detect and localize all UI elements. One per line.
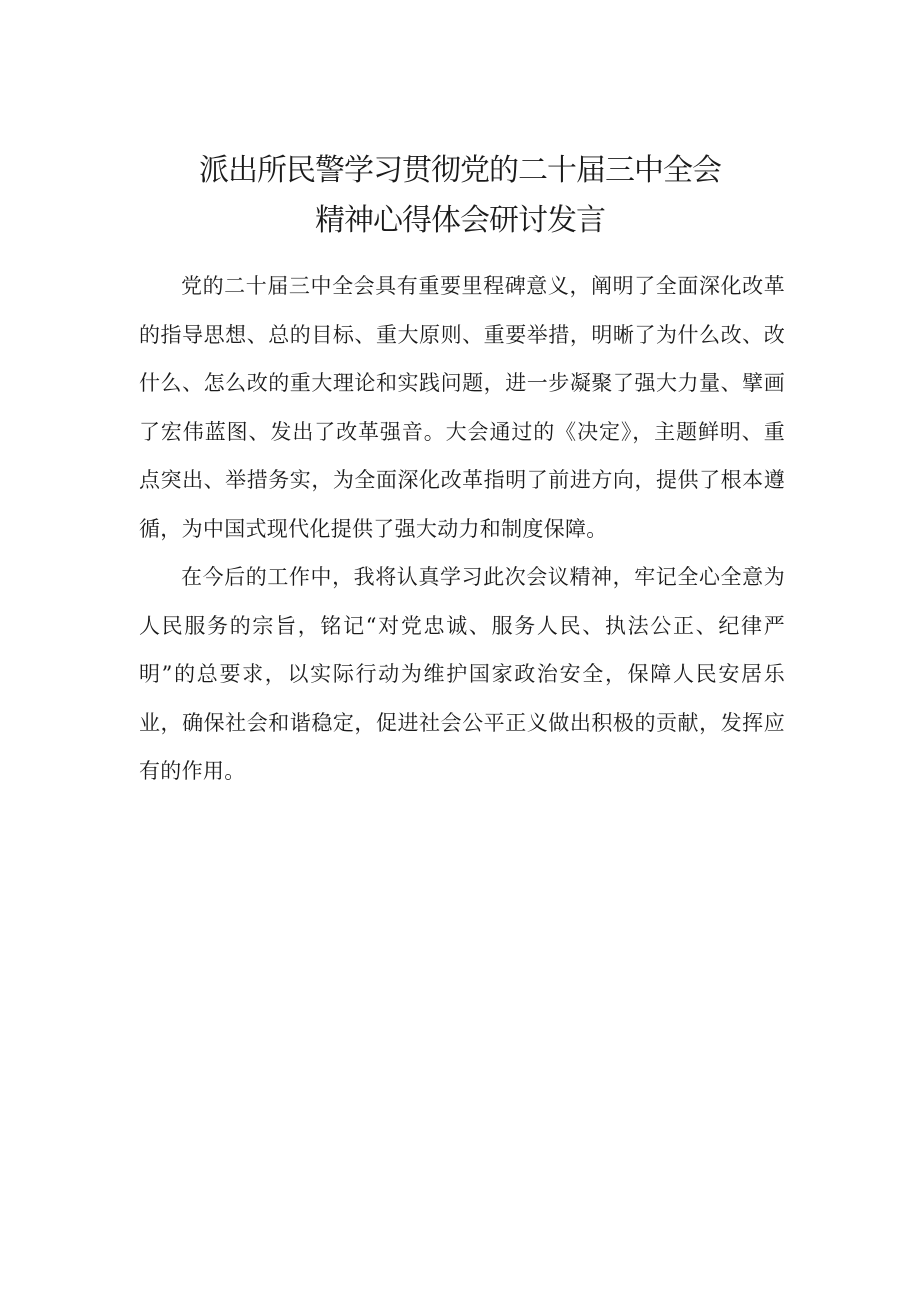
paragraph-1: 党的二十届三中全会具有重要里程碑意义，阐明了全面深化改革的指导思想、总的目标、重大原则、重要举措，明晰了为什么改、改什么、怎么改的重大理论和实践问题，进一步凝聚了强大力量、擘画了宏伟蓝图、发出了改革强音。大会通过的《决定》，主题鲜明、重点突出、举措务实，为全面深化改革指明了前进方向，提供了根本遵循，为中国式现代化提供了强大动力和制度保障。 <box>139 274 785 541</box>
document-body <box>139 262 785 796</box>
title-line-1: 派出所民警学习贯彻党的二十届三中全会 <box>199 153 721 188</box>
paragraph-2: 在今后的工作中，我将认真学习此次会议精神，牢记全心全意为人民服务的宗旨，铭记“对党忠诚、服务人民、执法公正、纪律严明”的总要求，以实际行动为维护国家政治安全，保障人民安居乐业，确保社会和谐稳定，促进社会公平正义做出积极的贡献，发挥应有的作用。 <box>139 565 785 783</box>
title-line-2: 精神心得体会研讨发言 <box>315 203 605 238</box>
document-title <box>0 146 920 246</box>
